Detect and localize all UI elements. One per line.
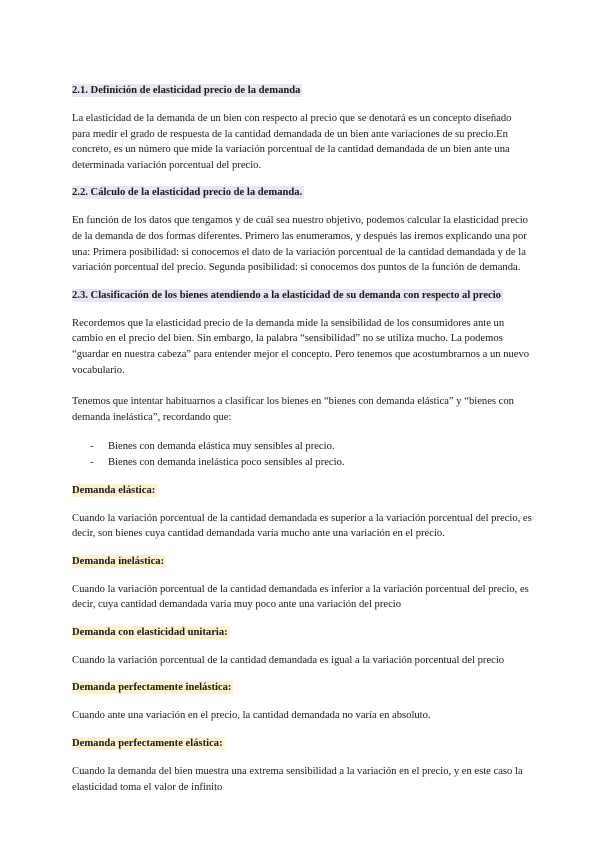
inelastic-demand-heading: Demanda inelástica:: [72, 555, 165, 567]
perfectly-elastic-heading: Demanda perfectamente elástica:: [72, 738, 223, 750]
elastic-demand-heading: Demanda elástica:: [72, 484, 156, 496]
perfectly-elastic-text: Cuando la demanda del bien muestra una extrema sensibilidad a la variación en el precio, y en este caso la elasticidad toma el valor de infinito: [72, 766, 523, 793]
section-2-1-heading: 2.1. Definición de elasticidad precio de la demanda: [72, 85, 301, 96]
section-2-2-text: En función de los datos que tengamos y de cuál sea nuestro objetivo, podemos calcular la elasticidad precio de la demanda de dos formas diferentes. Primero las enumeramos, y después las iremos explicando una por una: Primera posibilidad: si conocemos el dato de la variación porcentual de la cantidad demandada y de la variación porcentual del precio. Segunda posibilidad: si conocemos dos puntos de la función de demanda.: [72, 215, 528, 274]
section-2-1-text: La elasticidad de la demanda de un bien con respecto al precio que se denotará es un concepto diseñado para medir el grado de respuesta de la cantidad demandada de un bien ante variaciones de su precio.En concreto, es un número que mide la variación porcentual de la cantidad demandada de un bien ante una determinada variación porcentual del precio.: [72, 113, 512, 171]
inelastic-demand-text: Cuando la variación porcentual de la cantidad demandada es inferior a la variación porcentual del precio, es decir, cuya cantidad demandada varía muy poco ante una variación del precio: [72, 583, 529, 611]
elastic-demand-text: Cuando la variación porcentual de la cantidad demandada es superior a la variación porcentual del precio, es decir, son bienes cuya cantidad demandada varía mucho ante una variación en el precio.: [72, 512, 532, 540]
list-item: - Bienes con demanda inelástica poco sensibles al precio.: [72, 455, 532, 471]
elasticity-bullet-list: [72, 439, 532, 470]
section-2-2-heading: 2.2. Cálculo de la elasticidad precio de la demanda.: [72, 187, 303, 199]
document-page: [72, 83, 532, 795]
perfectly-inelastic-text: Cuando ante una variación en el precio, la cantidad demandada no varía en absoluto.: [72, 710, 431, 722]
section-2-3-text-1: Recordemos que la elasticidad precio de la demanda mide la sensibilidad de los consumidores ante un cambio en el precio del bien. Sin embargo, la palabra “sensibilidad” no se utiliza mucho. La podemos “guardar en nuestra cabeza” para entender mejor el concepto. Pero tenemos que acostumbrarnos a un nuevo vocabulario.: [72, 317, 530, 376]
unitary-demand-text: Cuando la variación porcentual de la cantidad demandada es igual a la variación porcentual del precio: [72, 654, 505, 666]
list-item: - Bienes con demanda elástica muy sensibles al precio.: [72, 439, 532, 455]
perfectly-inelastic-heading: Demanda perfectamente inelástica:: [72, 682, 232, 694]
unitary-demand-heading: Demanda con elasticidad unitaria:: [72, 626, 228, 638]
section-2-3-text-2: Tenemos que intentar habituarnos a clasificar los bienes en “bienes con demanda elástica” y “bienes con demanda inelástica”, recordando que:: [72, 396, 514, 423]
section-2-3-heading: 2.3. Clasificación de los bienes atendiendo a la elasticidad de su demanda con respecto al precio: [72, 289, 501, 301]
